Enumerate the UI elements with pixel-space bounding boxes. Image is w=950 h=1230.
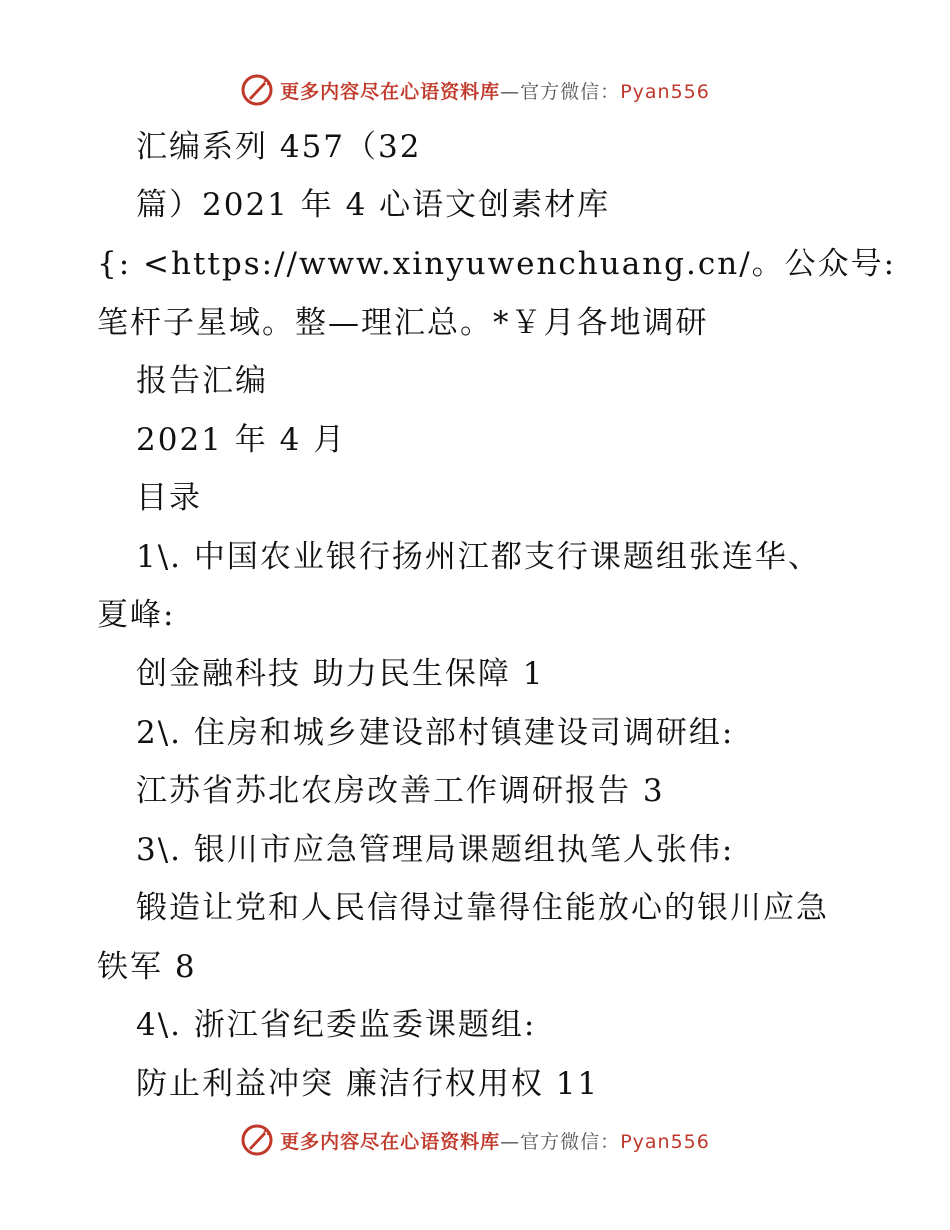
text-line: 篇）2021 年 4 心语文创素材库 <box>136 187 611 223</box>
quill-logo-icon <box>240 1123 274 1157</box>
toc-entry: 3\. 银川市应急管理局课题组执笔人张伟: <box>136 832 735 868</box>
toc-entry: 4\. 浙江省纪委监委课题组: <box>136 1007 537 1043</box>
text-line: 报告汇编 <box>136 363 268 399</box>
toc-entry: 铁军 8 <box>97 949 197 985</box>
banner-wechat-label: 官方微信： <box>520 1130 621 1153</box>
quill-logo-icon <box>240 73 274 107</box>
banner-text <box>280 77 710 104</box>
banner-wechat-id: Pyan556 <box>620 80 710 103</box>
banner-dash: — <box>500 1130 521 1153</box>
banner-dash: — <box>500 80 521 103</box>
toc-entry: 江苏省苏北农房改善工作调研报告 3 <box>136 773 665 809</box>
text-line: {: <https://www.xinyuwenchuang.cn/。公众号: <box>97 246 897 282</box>
toc-entry: 创金融科技 助力民生保障 1 <box>136 656 545 692</box>
toc-entry: 2\. 住房和城乡建设部村镇建设司调研组: <box>136 715 735 751</box>
text-line: 2021 年 4 月 <box>136 422 347 458</box>
banner-site-text: 更多内容尽在心语资料库 <box>280 1130 501 1153</box>
header-banner <box>0 70 950 110</box>
banner-wechat-label: 官方微信： <box>520 80 621 103</box>
banner-site-text: 更多内容尽在心语资料库 <box>280 80 501 103</box>
text-line: 汇编系列 457（32 <box>136 129 422 165</box>
toc-entry: 锻造让党和人民信得过靠得住能放心的银川应急 <box>136 890 829 926</box>
banner-text <box>280 1127 710 1154</box>
footer-banner <box>0 1120 950 1160</box>
toc-entry: 夏峰: <box>97 597 176 633</box>
toc-heading: 目录 <box>136 480 202 516</box>
text-line: 笔杆子星域。整—理汇总。*￥月各地调研 <box>97 305 709 341</box>
toc-entry: 1\. 中国农业银行扬州江都支行课题组张连华、 <box>136 539 821 575</box>
banner-wechat-id: Pyan556 <box>620 1130 710 1153</box>
toc-entry: 防止利益冲突 廉洁行权用权 11 <box>136 1066 600 1102</box>
